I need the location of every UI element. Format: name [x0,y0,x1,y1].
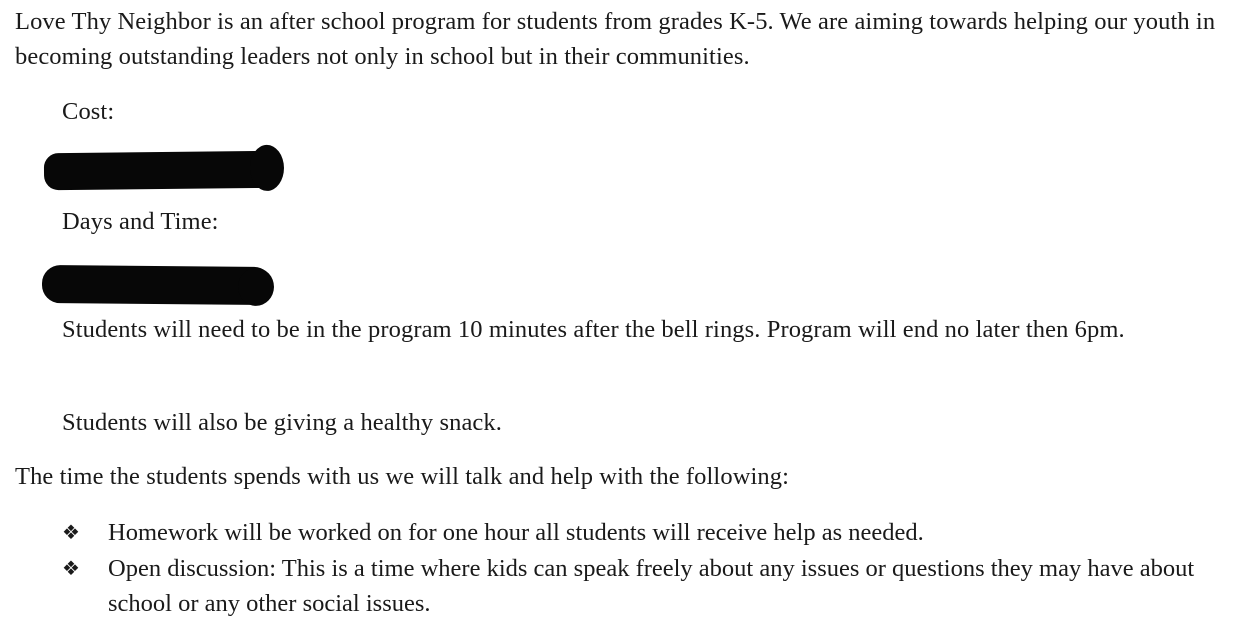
activity-bullet-list [62,515,1212,622]
arrival-paragraph: Students will need to be in the program 10 minutes after the bell rings. Program will end no later then 6pm. [62,316,1125,343]
snack-paragraph: Students will also be giving a healthy snack. [62,409,502,436]
days-time-label: Days and Time: [62,208,219,235]
diamond-bullet-icon: ❖ [62,520,80,544]
list-item [62,515,1212,550]
bullet-text: Homework will be worked on for one hour all students will receive help as needed. [108,519,924,546]
list-intro-paragraph: The time the students spends with us we will talk and help with the following: [15,463,789,490]
cost-label: Cost: [62,98,115,125]
days-time-redaction-mark [42,265,272,305]
diamond-bullet-icon: ❖ [62,556,80,580]
intro-paragraph: Love Thy Neighbor is an after school program for students from grades K-5. We are aiming towards helping our youth in becoming outstanding leaders not only in school but in their communities. [15,8,1216,70]
bullet-text: Open discussion: This is a time where kids can speak freely about any issues or questions they may have about school or any other social issues. [108,555,1195,617]
list-item [62,551,1212,621]
cost-redaction-mark [44,151,282,190]
